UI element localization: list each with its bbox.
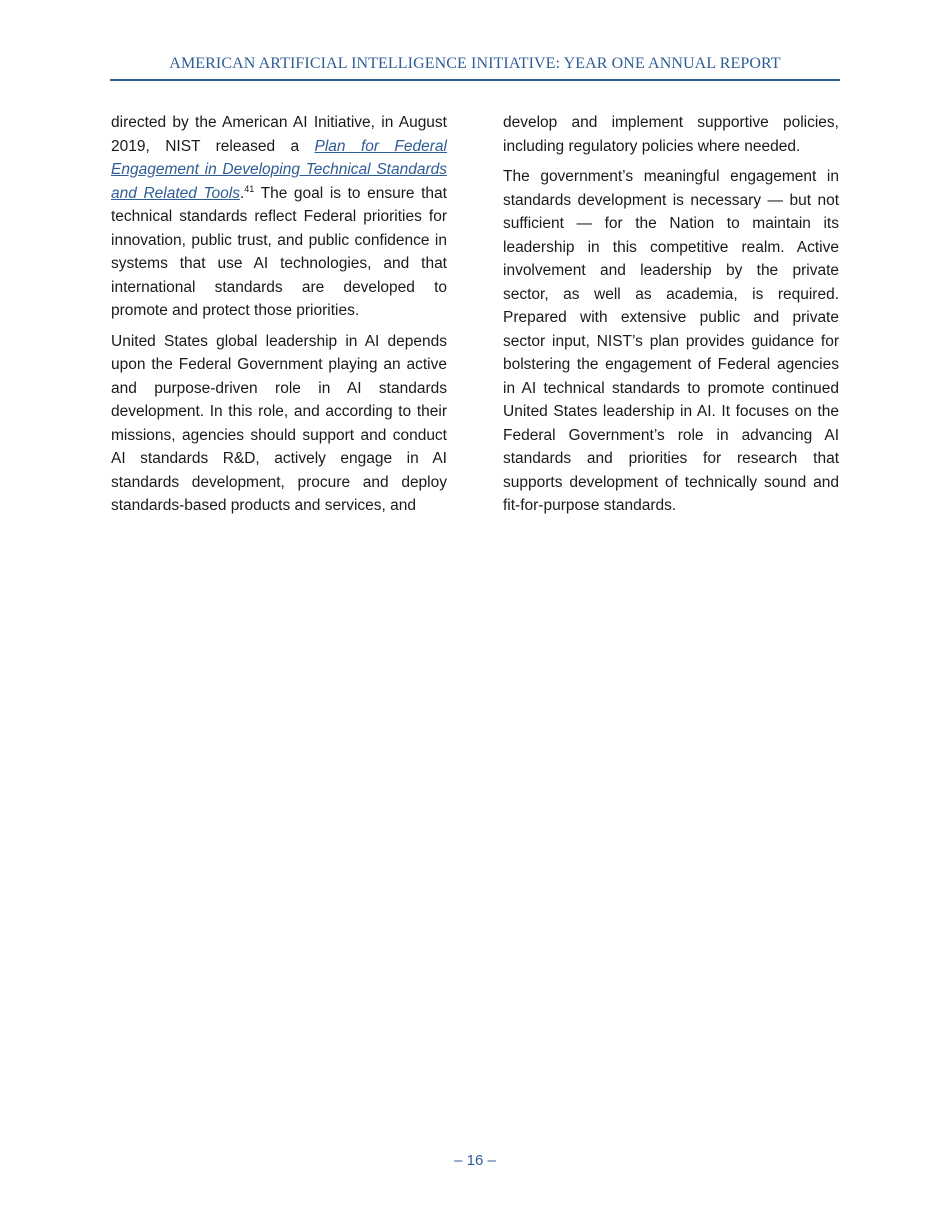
- left-p1-period: .: [239, 184, 245, 202]
- header-divider: [110, 79, 840, 81]
- footnote-marker[interactable]: 41: [244, 183, 255, 194]
- right-column: [503, 111, 839, 525]
- page-number: – 16 –: [454, 1152, 496, 1169]
- left-paragraph-1: [111, 111, 447, 323]
- left-p1-text-end: The goal is to ensure that technical standards reflect Federal priorities for innovation, public trust, and public confidence in systems that use AI technologies, and that international standards are developed to promote and protect those priorities.: [111, 184, 447, 319]
- running-header: AMERICAN ARTIFICIAL INTELLIGENCE INITIATIVE: YEAR ONE ANNUAL REPORT: [169, 55, 781, 72]
- right-paragraph-2: The government’s meaningful engagement in standards development is necessary — but not sufficient — for the Nation to maintain its leadership in this competitive realm. Active involvement and leadership by the private sector, as well as academia, is required. Prepared with extensive public and private sector input, NIST’s plan provides guidance for bolstering the engagement of Federal agencies in AI technical standards to promote continued United States leadership in AI. It focuses on the Federal Government’s role in advancing AI standards and priorities for research that supports development of technically sound and fit-for-purpose standards.: [503, 168, 839, 514]
- right-paragraph-1: develop and implement supportive policies, including regulatory policies where needed.: [503, 114, 839, 155]
- left-column: [111, 111, 447, 525]
- left-p1-text-start: directed by the American AI Initiative, in August 2019, NIST released a: [111, 114, 447, 155]
- left-paragraph-2: United States global leadership in AI depends upon the Federal Government playing an active and purpose-driven role in AI standards development. In this role, and according to their missions, agencies should support and conduct AI standards R&D, actively engage in AI standards development, procure and deploy standards-based products and services, and: [111, 332, 447, 514]
- nist-plan-link[interactable]: Plan for Federal Engagement in Developing Technical Standards and Related Tools: [111, 137, 447, 202]
